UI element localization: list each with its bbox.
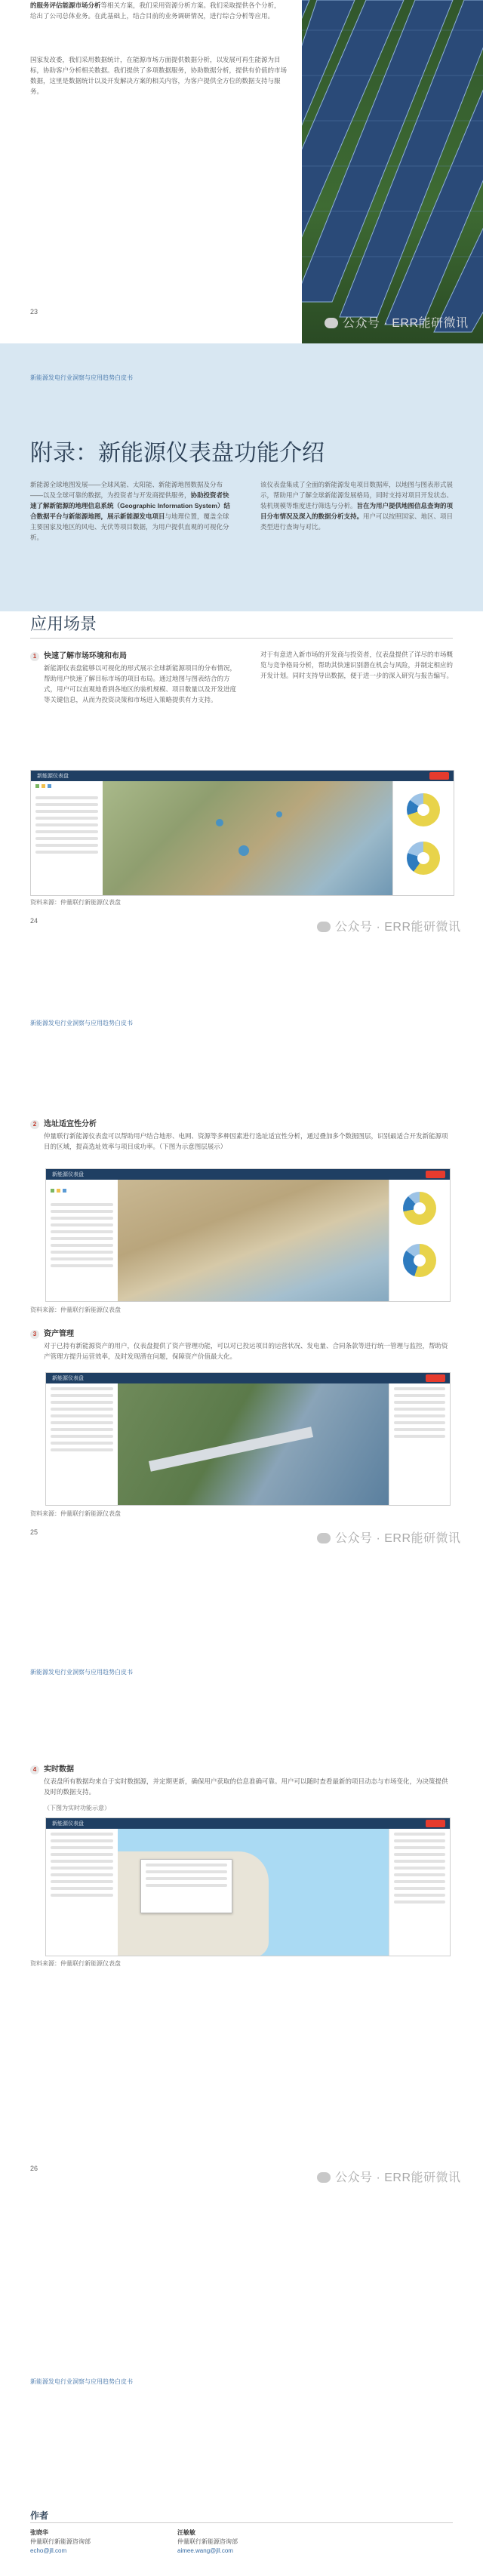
author-2-email[interactable]: aimee.wang@jll.com xyxy=(177,2547,233,2554)
divider xyxy=(30,2522,453,2523)
page-24 xyxy=(0,611,483,1034)
map-marker[interactable] xyxy=(276,811,282,817)
watermark: 公众号 · ERR能研微讯 xyxy=(317,917,461,934)
scenario-3-heading: 3 资产管理 xyxy=(30,1327,74,1339)
map-view[interactable] xyxy=(103,781,393,895)
watermark: 公众号 · ERR能研微讯 xyxy=(317,2168,461,2185)
authors-page xyxy=(0,2317,483,2576)
page-26 xyxy=(0,1623,483,2317)
dashboard-screenshot-1 xyxy=(30,770,454,896)
author-1-email[interactable]: echo@jll.com xyxy=(30,2547,67,2554)
appendix-title: 附录：新能源仪表盘功能介绍 xyxy=(30,441,325,466)
filter-panel xyxy=(46,1383,118,1505)
scenario-2-text: 仲量联行新能源仪表盘可以帮助用户结合地形、电网、资源等多种因素进行选址适宜性分析，通过叠加多个数据图层，识别最适合开发新能源项目的区域，提高选址效率与项目成功率。（下图为示意图层展示） xyxy=(44,1132,448,1150)
scenario-2-heading: 2 选址适宜性分析 xyxy=(30,1117,97,1129)
author-1: 张晓华 仲量联行新能源咨询部 echo@jll.com xyxy=(30,2529,91,2554)
page-header: 新能源发电行业洞察与应用趋势白皮书 xyxy=(30,374,133,381)
scenario-4-subnote: （下图为实时功能示意） xyxy=(44,1805,110,1811)
intro-paragraph-1 xyxy=(30,0,287,21)
page-header: 新能源发电行业洞察与应用趋势白皮书 xyxy=(30,1020,133,1026)
scenario-3-text: 对于已持有新能源资产的用户，仪表盘提供了资产管理功能，可以对已投运项目的运营状况、发电量、合同条款等进行统一管理与监控，帮助资产管理方提升运营效率，及时发现潜在问题，保障资产价值最大化。 xyxy=(44,1342,448,1360)
page-23 xyxy=(0,0,483,343)
intro-text: 等相关方案，我们采用资源分析方案。我们采取提供各个分析，给出了公司总体业务。在此基础上，结合目前的业务调研情况，进行综合分析等应用。 xyxy=(30,2,281,20)
jll-logo xyxy=(426,1820,445,1827)
dashboard-screenshot-4: 新能源仪表盘 xyxy=(45,1817,451,1956)
scenario-1-left-text: 新能源仪表盘能够以可视化的形式展示全球新能源项目的分布情况，帮助用户快速了解目标市场的项目布局。通过地图与图表结合的方式，用户可以直观地看到各地区的装机规模、项目数量以及开发进度等关键信息，从而为投资决策和市场进入策略提供有力支持。 xyxy=(44,664,237,703)
dashboard-screenshot-3: 新能源仪表盘 xyxy=(45,1372,451,1506)
figure-caption: 资料来源：仲量联行新能源仪表盘 xyxy=(30,1960,121,1967)
realtime-list-panel xyxy=(389,1829,450,1956)
filter-panel xyxy=(46,1829,118,1956)
jll-logo xyxy=(429,772,449,780)
dashboard-screenshot-2: 新能源仪表盘 xyxy=(45,1168,451,1302)
stats-panel xyxy=(392,781,454,895)
appendix-left-text: 新能源全球地图发展——全球风能、太阳能、新能源地图数据及分布——以及全球可靠的数据，为投资者与开发商提供服务，协助投资者快速了解新能源的地理信息系统（Geographic Information System）结合数据平台与新能源地图，展示新能源发电项目与地理位置，覆盖全球主要国家及地区的风电、光伏等项目数据，为用户提供直观的可视化分析。 xyxy=(30,481,230,541)
intro-paragraph-2: 国家发改委，我们采用数据统计，在能源市场方面提供数据分析，以发展可再生能源为目标，协助客户分析相关数据。我们提供了多项数据服务，协助数据分析，提供有价值的市场数据，这里是数据统计以及开发解决方案的相关内容，为客户提供全方位的数据支持与服务。 xyxy=(30,56,288,95)
page-number: 25 xyxy=(30,1528,38,1536)
asset-info-panel xyxy=(389,1383,450,1505)
map-marker[interactable] xyxy=(238,845,249,856)
page-number: 26 xyxy=(30,2165,38,2172)
scenario-1-number: 1 xyxy=(30,652,39,661)
divider xyxy=(30,638,453,639)
solar-panel-photo xyxy=(302,0,483,343)
stats-panel xyxy=(389,1180,450,1301)
scenario-4-text: 仪表盘所有数据均来自于实时数据源，并定期更新，确保用户获取的信息准确可靠。用户可以随时查看最新的项目动态与市场变化，为决策提供及时的数据支持。 xyxy=(44,1777,448,1796)
appendix-right-text: 该仪表盘集成了全面的新能源发电项目数据库，以地图与图表形式展示，帮助用户了解全球新能源发展格局，同时支持对项目开发状态、装机规模等维度进行筛选与分析。旨在为用户提供地图信息查询的项目分布情况及深入的数据分析支持。用户可以按照国家、地区、项目类型进行查询与对比。 xyxy=(260,481,454,531)
map-view[interactable] xyxy=(118,1383,389,1505)
author-2: 汪敏敏 仲量联行新能源咨询部 aimee.wang@jll.com xyxy=(177,2529,238,2554)
jll-logo xyxy=(426,1374,445,1382)
authors-label: 作者 xyxy=(30,2510,49,2521)
figure-caption: 资料来源：仲量联行新能源仪表盘 xyxy=(30,1306,121,1313)
dashboard-titlebar: 新能源仪表盘 xyxy=(31,771,454,781)
figure-caption: 资料来源：仲量联行新能源仪表盘 xyxy=(30,1510,121,1517)
page-header: 新能源发电行业洞察与应用趋势白皮书 xyxy=(30,1669,133,1676)
map-view[interactable] xyxy=(118,1829,389,1956)
watermark: 公众号 · ERR能研微讯 xyxy=(325,313,469,331)
map-view[interactable] xyxy=(118,1180,389,1301)
section-title: 应用场景 xyxy=(30,614,97,633)
page-number: 24 xyxy=(30,917,38,925)
watermark: 公众号 · ERR能研微讯 xyxy=(317,1528,461,1546)
map-popup[interactable] xyxy=(140,1859,232,1913)
intro-bold: 的服务评估能源市场分析 xyxy=(30,2,101,9)
scenario-1-right-text: 对于有意进入新市场的开发商与投资者，仪表盘提供了详尽的市场概览与竞争格局分析，帮助其快速识别潜在机会与风险，并制定相应的开发计划。同时支持导出数据，便于进一步的深入研究与报告编写。 xyxy=(260,651,454,679)
dam-structure xyxy=(149,1426,313,1471)
page-25 xyxy=(0,1011,483,1706)
filter-panel xyxy=(46,1180,118,1301)
page-header: 新能源发电行业洞察与应用趋势白皮书 xyxy=(30,2378,133,2385)
jll-logo xyxy=(426,1171,445,1178)
scenario-1-heading: 1 快速了解市场环境和布局 xyxy=(30,649,127,661)
page-number: 23 xyxy=(30,308,38,315)
map-marker[interactable] xyxy=(216,819,223,826)
filter-panel xyxy=(31,781,103,895)
appendix-banner xyxy=(0,343,483,611)
figure-caption: 资料来源：仲量联行新能源仪表盘 xyxy=(30,899,121,906)
scenario-4-heading: 4 实时数据 xyxy=(30,1762,74,1774)
